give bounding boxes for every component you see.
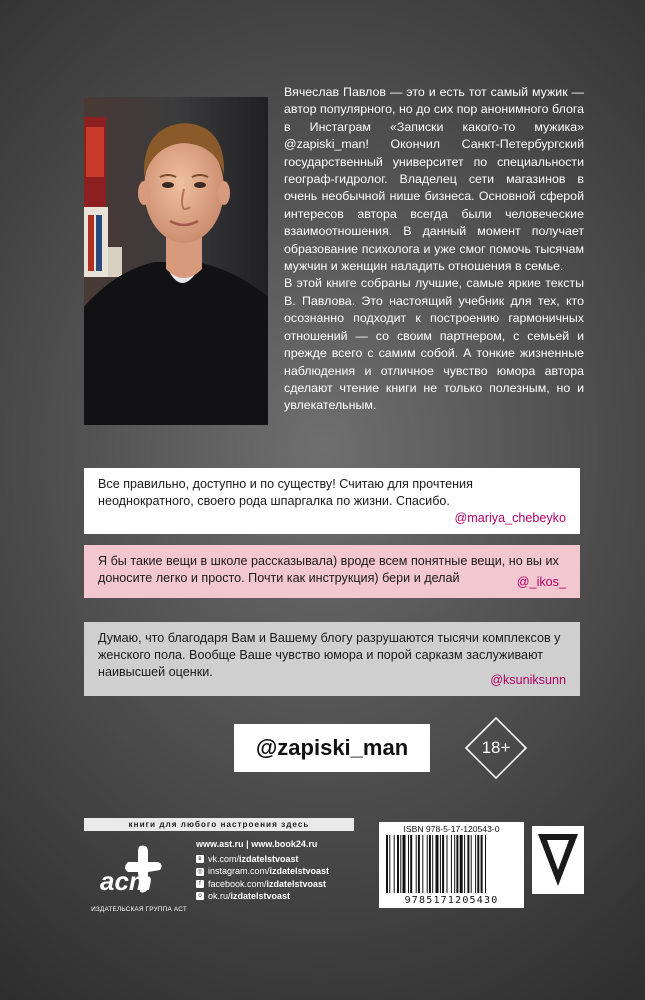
review-handle: @ksuniksunn <box>490 673 566 687</box>
v-publisher-logo-icon <box>532 826 584 894</box>
instagram-icon: ◎ <box>197 868 203 875</box>
bio-paragraph: Вячеслав Павлов — это и есть тот самый мужик — автор популярного, но до сих пор анонимного блога в Инстаграм «Записки какого-то мужика» @zapiski_man! Окончил Санкт-Петербургский государственный университет по специальности географ-гидролог. Владелец сети магазинов в очень необычной нише бизнеса. Основной сферой интересов автора всегда были человеческие взаимоотношения. В данный момент получает образование психолога и уже смог помочь тысячам мужчин и женщин наладить отношения в семье. <box>284 85 584 274</box>
review-text: Думаю, что благодаря Вам и Вашему блогу разрушаются тысячи комплексов у женского пола. Вообще Ваше чувство юмора и порой сарказм заслуживают наивысшей оценки. <box>98 631 561 679</box>
barcode-digits: 9785171205430 <box>404 895 499 906</box>
publisher-name: ИЗДАТЕЛЬСКАЯ ГРУППА АСТ <box>91 906 187 913</box>
review-handle: @_ikos_ <box>516 575 566 589</box>
social-link-ok[interactable]: о ok.ru/ izdatelstvoast <box>196 890 329 902</box>
social-link-vk[interactable]: в vk.com/ izdatelstvoast <box>196 853 329 865</box>
social-link-facebook[interactable]: f facebook.com/ izdatelstvoast <box>196 878 329 890</box>
review-card <box>84 545 580 598</box>
isbn-label: ISBN 978-5-17-120543-0 <box>403 824 500 834</box>
odnoklassniki-icon: о <box>196 892 204 900</box>
facebook-icon: f <box>196 880 204 888</box>
series-tagline: книги для любого настроения здесь <box>84 818 354 831</box>
publisher-sites[interactable]: www.ast.ru | www.book24.ru <box>196 839 318 849</box>
isbn-barcode <box>379 822 524 908</box>
ast-logo-icon <box>96 842 166 900</box>
author-portrait <box>84 97 268 425</box>
vk-icon: в <box>196 855 204 863</box>
social-link-instagram[interactable]: ◎ instagram.com/ izdatelstvoast <box>197 866 330 877</box>
bio-paragraph: В этой книге собраны лучшие, самые яркие тексты В. Павлова. Это настоящий учебник для тех, кто осознанно подходит к построению гармоничных отношений — со своим партнером, с семьей и прежде всего с самим собой. А тонкие жизненные наблюдения и отличное чувство юмора автора сделают чтение книги не только полезным, но и увлекательным. <box>284 276 584 413</box>
publisher-links <box>196 838 329 902</box>
author-photo <box>84 97 268 425</box>
barcode-icon <box>386 835 517 893</box>
instagram-handle-box: @zapiski_man <box>234 724 430 772</box>
ast-logo-text: аст <box>100 866 153 896</box>
review-card <box>84 468 580 534</box>
review-text: Все правильно, доступно и по существу! Считаю для прочтения неоднократного, своего рода шпаргалка по жизни. Спасибо. <box>98 477 473 508</box>
author-bio <box>284 84 584 415</box>
age-rating-text: 18+ <box>481 738 511 757</box>
review-card <box>84 622 580 696</box>
review-handle: @mariya_chebeyko <box>454 511 566 525</box>
review-text: Я бы такие вещи в школе рассказывала) вроде всем понятные вещи, но вы их доносите легко и просто. Почти как инструкция) бери и делай <box>98 554 559 585</box>
